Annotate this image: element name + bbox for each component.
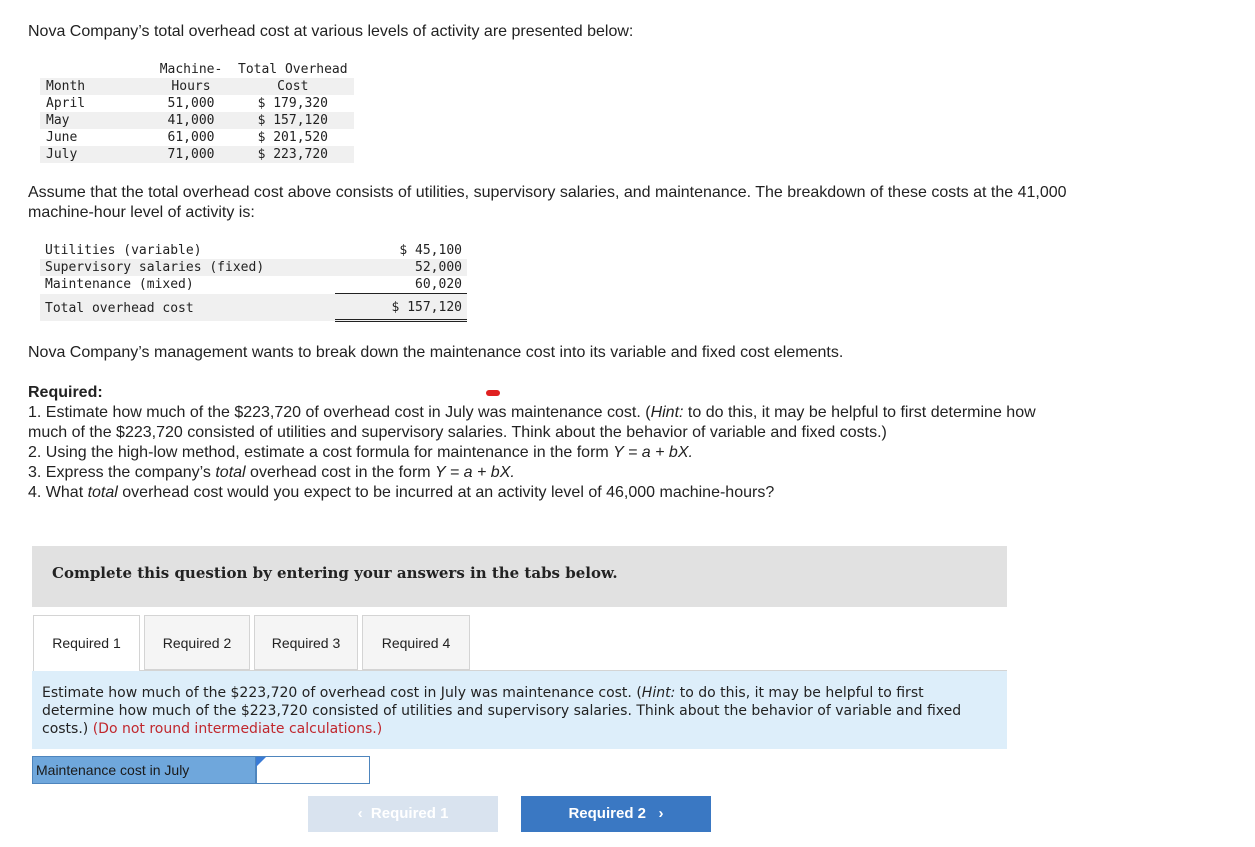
intro-text: Nova Company’s total overhead cost at various levels of activity are presented below: — [28, 23, 634, 40]
header-month: Month — [40, 78, 150, 95]
maintenance-cost-input[interactable] — [256, 756, 370, 784]
overhead-table — [40, 61, 354, 163]
required-item-2: 2. Using the high-low method, estimate a cost formula for maintenance in the form Y = a + bX. — [28, 444, 693, 461]
tab-required-4[interactable]: Required 4 — [362, 615, 470, 670]
maintenance-cost-label: Maintenance cost in July — [32, 756, 256, 784]
table-row: April 51,000 $ 179,320 — [46, 96, 329, 111]
table-row: May 41,000 $ 157,120 — [40, 112, 354, 129]
header-overhead-cost-2: Cost — [232, 78, 354, 95]
tab-required-2[interactable]: Required 2 — [144, 615, 250, 670]
header-overhead-cost-1: Total Overhead — [238, 62, 348, 77]
chevron-right-icon: › — [658, 805, 664, 822]
table-row: Supervisory salaries (fixed) 52,000 — [40, 259, 467, 276]
next-button[interactable] — [521, 796, 711, 832]
table-row: Maintenance (mixed) 60,020 — [40, 276, 467, 294]
table-row: July 71,000 $ 223,720 — [40, 146, 354, 163]
required-section — [28, 383, 1078, 503]
required-item-3: 3. Express the company’s total overhead cost in the form Y = a + bX. — [28, 464, 515, 481]
instruction-banner — [32, 546, 1007, 607]
header-machine-hours-1: Machine- — [159, 62, 223, 77]
chevron-left-icon: ‹ — [357, 805, 363, 822]
cost-breakdown-table — [40, 242, 467, 322]
prev-button-label: Required 1 — [370, 805, 449, 822]
tab-required-3[interactable]: Required 3 — [254, 615, 358, 670]
prev-button[interactable] — [308, 796, 498, 832]
table-total-row: Total overhead cost $ 157,120 — [40, 294, 467, 321]
next-button-label: Required 2 — [568, 805, 646, 822]
tab-instructions: Estimate how much of the $223,720 of overhead cost in July was maintenance cost. (Hint: to do this, it may be helpful to first determine how much of the $223,720 consisted of utilities and supervisory salaries. Think about the behavior of variable and fixed costs.) (Do not round intermediate calculations.) — [32, 671, 1007, 749]
required-heading: Required: — [28, 384, 103, 401]
input-flag-icon — [256, 757, 266, 767]
required-item-1: 1. Estimate how much of the $223,720 of overhead cost in July was maintenance cost. (Hint: to do this, it may be helpful to first determine how much of the $223,720 consisted of utilities and supervisory salaries. Think about the behavior of variable and fixed costs.) — [28, 404, 1036, 441]
table-row: Utilities (variable) $ 45,100 — [45, 243, 462, 258]
required-item-4: 4. What total overhead cost would you expect to be incurred at an activity level of 46,000 machine-hours? — [28, 484, 775, 501]
management-text: Nova Company’s management wants to break down the maintenance cost into its variable and fixed cost elements. — [28, 344, 844, 361]
table-row: June 61,000 $ 201,520 — [46, 130, 329, 145]
tab-required-1[interactable]: Required 1 — [33, 615, 140, 671]
header-machine-hours-2: Hours — [150, 78, 232, 95]
banner-text: Complete this question by entering your answers in the tabs below. — [52, 564, 618, 582]
assume-text: Assume that the total overhead cost above consists of utilities, supervisory salaries, and maintenance. The breakdown of these costs at the 41,000 machine-hour level of activity is: — [28, 184, 1067, 221]
rounding-warning: (Do not round intermediate calculations.) — [92, 721, 383, 737]
